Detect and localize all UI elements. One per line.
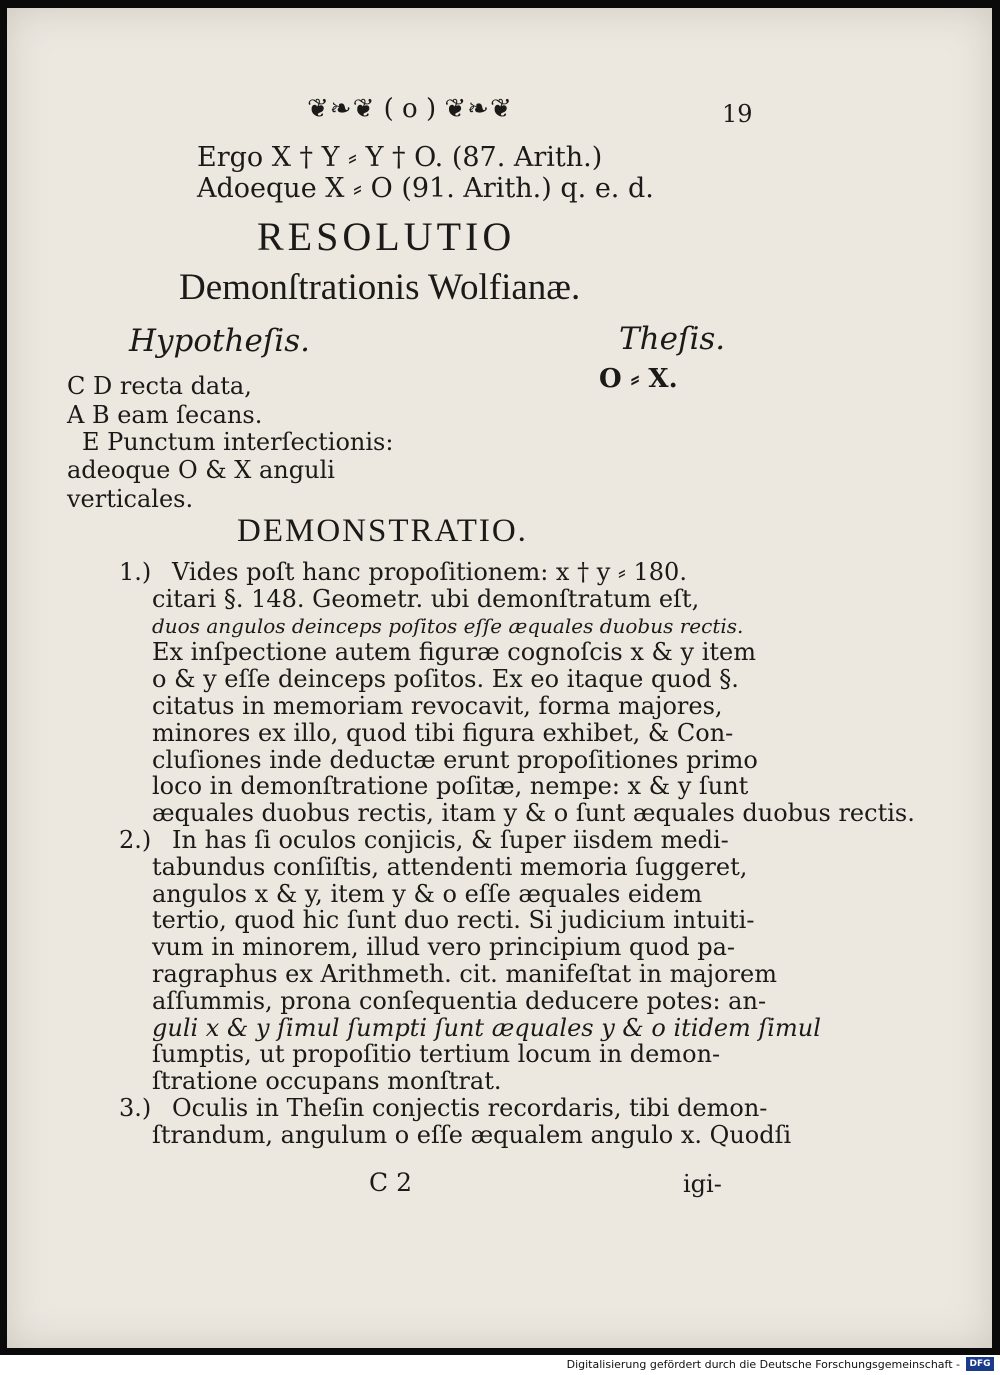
demonstratio-line: aſſummis, prona conſequentia deducere potes: an- [152, 987, 767, 1015]
adoeque-line: Adoeque X ⸗ O (91. Arith.) q. e. d. [197, 173, 654, 204]
demonstratio-line: In has ſi oculos conjicis, & ſuper iisdem medi- [172, 826, 729, 854]
paragraph-number: 3.) [119, 1094, 152, 1122]
hypothesis-line: verticales. [67, 485, 194, 513]
footer-bar [0, 1355, 1000, 1375]
demonstratio-line: ſtratione occupans monſtrat. [152, 1067, 502, 1095]
hypothesis-heading: Hypotheſis. [129, 323, 310, 359]
signature-mark: C 2 [369, 1168, 412, 1197]
demonstratio-line: cluſiones inde deductæ erunt propoſitiones primo [152, 746, 758, 774]
demonstratio-line: Vides poſt hanc propoſitionem: x † y ⸗ 180. [172, 558, 687, 586]
hypothesis-line: C D recta data, [67, 372, 252, 400]
demonstratio-line: angulos x & y, item y & o eſſe æquales eidem [152, 880, 703, 908]
hypothesis-line: A B eam ſecans. [67, 401, 263, 429]
paragraph-number: 1.) [119, 558, 152, 586]
ornament-left-icon: ❦❧❦ [307, 94, 376, 124]
demonstratio-line: guli x & y ſimul ſumpti ſunt æquales y & o itidem ſimul [152, 1014, 821, 1042]
ornament-right-icon: ❦❧❦ [444, 94, 513, 124]
demonstratio-line: minores ex illo, quod tibi figura exhibet, & Con- [152, 719, 734, 747]
section-title: RESOLUTIO [257, 214, 516, 259]
footer-credit: Digitalisierung gefördert durch die Deutsche Forschungsgemeinschaft - [566, 1358, 960, 1371]
demonstratio-line: Oculis in Theſin conjectis recordaris, tibi demon- [172, 1094, 768, 1122]
demonstratio-line: tabundus conſiſtis, attendenti memoria ſuggeret, [152, 853, 748, 881]
hypothesis-line: E Punctum interſectionis: [82, 428, 394, 456]
demonstratio-line: vum in minorem, illud vero principium quod pa- [152, 933, 735, 961]
dfg-logo: DFG [966, 1357, 994, 1371]
demonstratio-line: duos angulos deinceps poſitos eſſe æquales duobus rectis. [152, 614, 744, 638]
demonstratio-line: ſtrandum, angulum o eſſe æqualem angulo x. Quodſi [152, 1121, 792, 1149]
demonstratio-line: loco in demonſtratione poſitæ, nempe: x & y ſunt [152, 772, 749, 800]
hypothesis-line: adeoque O & X anguli [67, 456, 335, 484]
catchword: igi- [683, 1170, 722, 1198]
thesis-heading: Theſis. [619, 321, 726, 357]
book-page [7, 8, 992, 1348]
section-subtitle: Demonſtrationis Wolfianæ. [179, 267, 581, 308]
paragraph-number: 2.) [119, 826, 152, 854]
header-center: ( o ) [383, 94, 437, 124]
page-number: 19 [722, 100, 753, 128]
demonstratio-line: ſumptis, ut propoſitio tertium locum in demon- [152, 1040, 721, 1068]
demonstratio-line: æquales duobus rectis, itam y & o ſunt æquales duobus rectis. [152, 799, 915, 827]
demonstratio-line: o & y eſſe deinceps poſitos. Ex eo itaque quod §. [152, 665, 739, 693]
demonstratio-heading: DEMONSTRATIO. [237, 513, 528, 549]
demonstratio-line: citari §. 148. Geometr. ubi demonſtratum eſt, [152, 585, 700, 613]
demonstratio-line: ragraphus ex Arithmeth. cit. manifeſtat in majorem [152, 960, 777, 988]
running-header [307, 94, 513, 124]
demonstratio-line: Ex inſpectione autem figuræ cognoſcis x & y item [152, 638, 756, 666]
demonstratio-line: tertio, quod hic ſunt duo recti. Si judicium intuiti- [152, 906, 755, 934]
thesis-value: O ⸗ X. [599, 364, 678, 394]
ergo-line: Ergo X † Y ⸗ Y † O. (87. Arith.) [197, 142, 603, 173]
demonstratio-line: citatus in memoriam revocavit, forma majores, [152, 692, 723, 720]
